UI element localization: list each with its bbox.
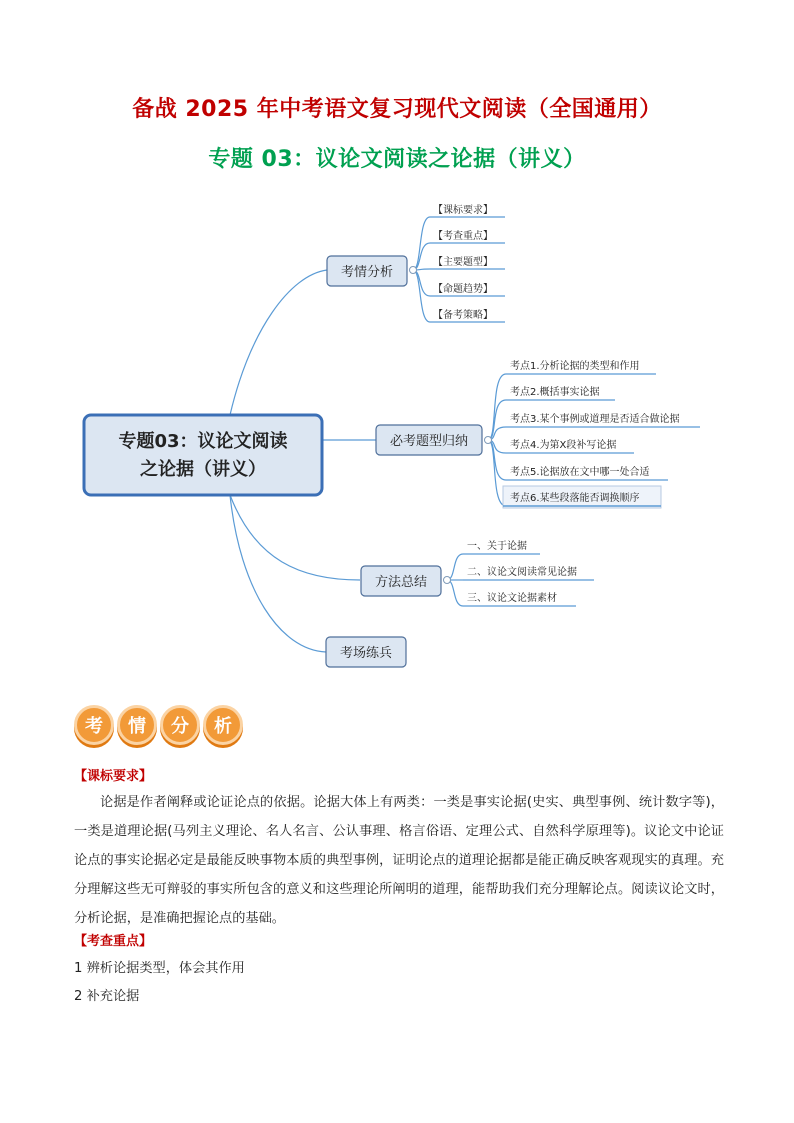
banner-char: 考	[74, 705, 114, 745]
banner-char: 分	[160, 705, 200, 745]
kaocha-item-2: 2 补充论据	[74, 989, 140, 1004]
leaf-kaodian-6: 考点6.某些段落能否调换顺序	[510, 493, 640, 504]
leaf-fangfa-1: 一、关于论据	[467, 541, 527, 552]
root-node-line1: 专题03：议论文阅读	[118, 431, 288, 452]
leaf-qushi: 【命题趋势】	[433, 284, 493, 295]
kebiao-paragraph: 论据是作者阐释或论证论点的依据。论据大体上有两类：一类是事实论据(史实、典型事例、统计数字等)，一类是道理论据(马列主义理论、名人名言、公认事理、格言俗语、定理公式、自然科学原理等)。议论文中论证论点的事实论据必定是最能反映事物本质的典型事例，证明论点的道理论据都是能正确反映客观现实的真理。充分理解这些无可辩驳的事实所包含的意义和这些理论所阐明的道理，能帮助我们充分理解论点。阅读议论文时，分析论据，是准确把握论点的基础。	[74, 795, 724, 926]
leaf-kaodian-3: 考点3.某个事例或道理是否适合做论据	[510, 414, 680, 425]
leaf-celue: 【备考策略】	[433, 310, 493, 321]
document-subtitle: 专题 03：议论文阅读之论据（讲义）	[208, 147, 586, 172]
branch-kaoqing-label: 考情分析	[340, 265, 394, 280]
leaf-fangfa-3: 三、议论文论据素材	[467, 593, 557, 604]
banner-char: 情	[117, 705, 157, 745]
leaf-kaodian-2: 考点2.概括事实论据	[510, 387, 600, 398]
leaf-kaodian-4: 考点4.为第X段补写论据	[510, 440, 617, 451]
leaf-tixing: 【主要题型】	[433, 257, 493, 268]
leaf-fangfa-2: 二、议论文阅读常见论据	[467, 567, 577, 578]
mind-map	[0, 190, 794, 690]
section-banner-kaoqing	[74, 705, 243, 753]
leaf-kaodian-1: 考点1.分析论据的类型和作用	[510, 361, 640, 372]
document-title: 备战 2025 年中考语文复习现代文阅读（全国通用）	[132, 97, 662, 122]
section-label-kebiao: 【课标要求】	[74, 769, 153, 784]
root-node	[84, 415, 322, 495]
banner-char: 析	[203, 705, 243, 745]
leaf-kebiao: 【课标要求】	[433, 205, 493, 216]
branch-fangfa-label: 方法总结	[374, 575, 428, 590]
leaf-kaodian-5: 考点5.论据放在文中哪一处合适	[510, 467, 650, 478]
branch-bikao-label: 必考题型归纳	[389, 434, 469, 449]
leaf-kaocha: 【考查重点】	[433, 231, 493, 242]
root-node-line2: 之论据（讲义）	[140, 459, 266, 480]
kaocha-item-1: 1 辨析论据类型，体会其作用	[74, 961, 245, 976]
branch-kaochang-label: 考场练兵	[339, 646, 393, 661]
section-label-kaocha: 【考查重点】	[74, 934, 153, 949]
